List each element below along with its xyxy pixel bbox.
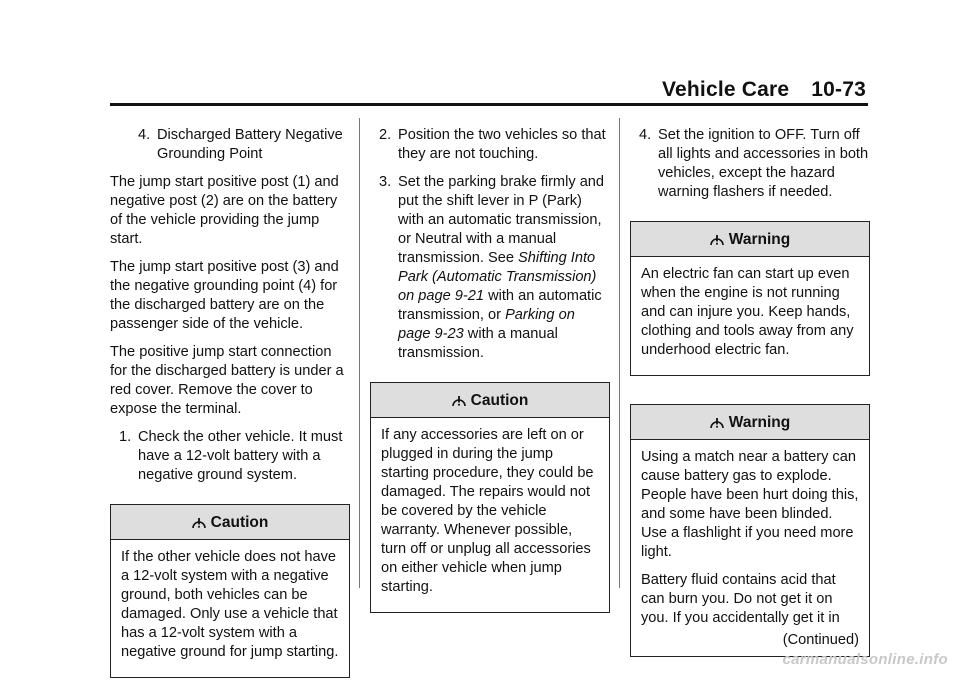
continued-label: (Continued) [782,632,859,648]
paragraph: The positive jump start connection for the discharged battery is under a red cover. Remove the cover to expose the terminal. [110,344,344,417]
watermark: carmanualsonline.info [782,651,948,668]
step-1 [110,428,350,485]
column-1 [110,126,350,692]
section-title: Vehicle Care [661,78,790,101]
list-number: 4. [138,127,151,143]
caution-title: Caution [470,392,529,409]
list-text: Discharged Battery Negative Grounding Point [157,127,343,162]
step-text: with a manual transmission. [398,326,558,361]
caution-text: If the other vehicle does not have a 12-volt system with a negative ground, both vehicles can be damaged. Only use a vehicle that has a 12-volt system with a negative ground for jump starting. [121,549,339,660]
warning-text: Battery fluid contains acid that can burn you. Do not get it on you. If you accidentally get it in [641,572,840,626]
caution-title: Caution [210,514,269,531]
warning-text: Using a match near a battery can cause battery gas to explode. People have been hurt doing this, and some have been blinded. Use a flashlight if you need more light. [641,449,859,560]
step-text: Check the other vehicle. It must have a 12-volt battery with a negative ground system. [138,429,343,483]
step-number: 1. [119,429,132,445]
warning-icon [710,408,724,444]
warning-icon [710,225,724,261]
warning-title: Warning [728,231,791,248]
page-number: 10-73 [811,78,866,101]
step-text: Set the parking brake firmly and put the shift lever in P (Park) with an automatic transmission, or Neutral with a manual transmission. See [398,174,605,266]
page-reference-link[interactable]: Shifting Into Park (Automatic Transmission) on page 9-21 [398,250,597,304]
step-text: Position the two vehicles so that they are not touching. [398,127,606,162]
warning-box [630,221,870,376]
paragraph: The jump start positive post (3) and the negative grounding point (4) for the discharged battery are on the passenger side of the vehicle. [110,259,339,332]
caution-box [110,504,350,678]
column-3 [630,126,870,671]
step-4 [630,126,870,202]
caution-header [111,505,349,540]
caution-header [371,383,609,418]
warning-title: Warning [728,414,791,431]
caution-icon [452,386,466,422]
column-2 [370,126,610,627]
list-item-4 [110,126,350,164]
warning-header [631,405,869,440]
warning-box [630,404,870,657]
column-divider-2 [619,118,620,588]
warning-text: An electric fan can start up even when the engine is not running and can injure you. Keep hands, clothing and tools away from any underhood electric fan. [641,266,854,358]
step-number: 4. [639,127,652,143]
step-text: Set the ignition to OFF. Turn off all lights and accessories in both vehicles, except the hazard warning flashers if needed. [658,127,869,200]
header-rule [110,103,868,106]
step-text: with an automatic transmission, or [398,288,602,323]
step-2 [370,126,610,164]
step-number: 2. [379,127,392,143]
step-3 [370,173,610,363]
caution-text: If any accessories are left on or plugged in during the jump starting procedure, they could be damaged. The repairs would not be covered by the vehicle warranty. Whenever possible, turn off or unplug all accessories on either vehicle when jump starting. [381,427,594,595]
page-header [662,78,866,102]
caution-box [370,382,610,613]
warning-header [631,222,869,257]
page-reference-link[interactable]: Parking on page 9-23 [398,307,575,342]
column-divider-1 [359,118,360,588]
step-number: 3. [379,174,392,190]
caution-icon [192,508,206,544]
paragraph: The jump start positive post (1) and negative post (2) are on the battery of the vehicle providing the jump start. [110,174,339,247]
